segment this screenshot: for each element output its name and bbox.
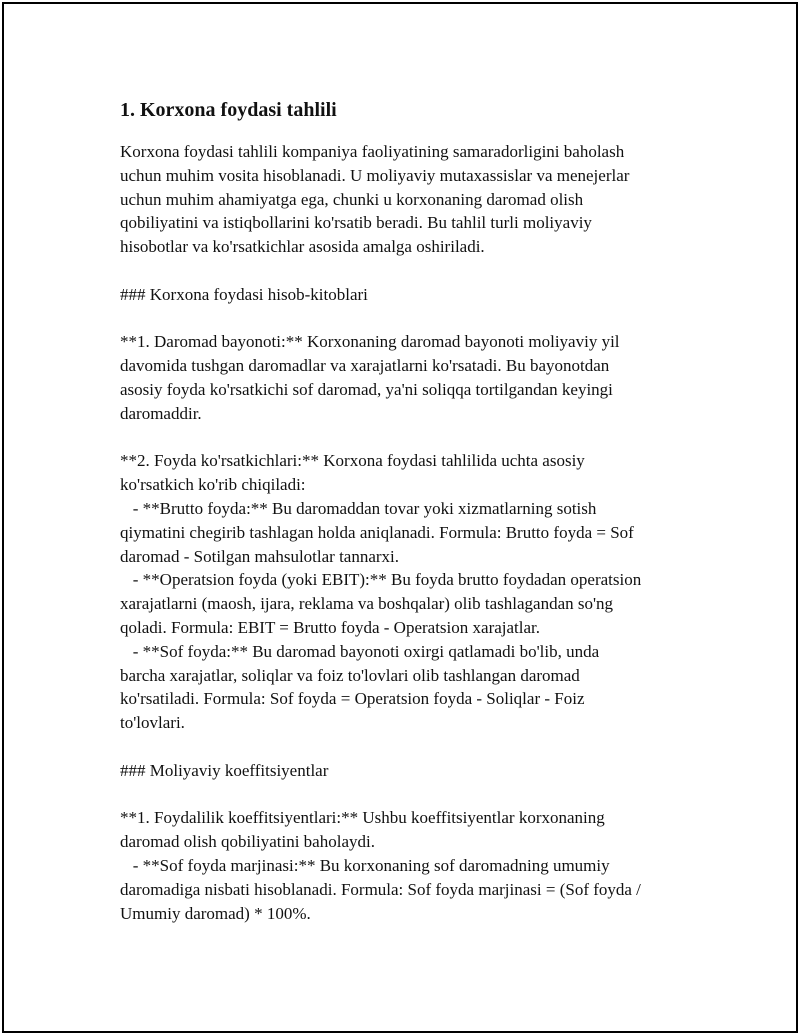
text-line: xarajatlarni (maosh, ijara, reklama va boshqalar) olib tashlagandan so'ng — [120, 594, 614, 614]
text-line: **1. Daromad bayonoti:** Korxonaning daromad bayonoti moliyaviy yil — [120, 332, 620, 352]
blank-line — [120, 307, 700, 331]
text-line: asosiy foyda ko'rsatkichi sof daromad, ya'ni soliqqa tortilgandan keyingi — [120, 379, 613, 399]
text-line: to'lovlari. — [120, 713, 185, 733]
text-line: daromad - Sotilgan mahsulotlar tannarxi. — [120, 546, 400, 566]
text-line: daromad olish qobiliyatini baholaydi. — [120, 832, 375, 852]
paragraph-text — [120, 140, 700, 925]
text-line: - **Sof foyda marjinasi:** Bu korxonaning sof daromadning umumiy — [120, 855, 610, 875]
text-line: - **Brutto foyda:** Bu daromaddan tovar yoki xizmatlarning sotish — [120, 498, 597, 518]
text-line: uchun muhim ahamiyatga ega, chunki u korxonaning daromad olish — [120, 189, 584, 209]
text-line: **1. Foydalilik koeffitsiyentlari:** Ushbu koeffitsiyentlar korxonaning — [120, 808, 605, 828]
text-line: davomida tushgan daromadlar va xarajatlarni ko'rsatadi. Bu bayonotdan — [120, 356, 610, 376]
text-line: ko'rsatkich ko'rib chiqiladi: — [120, 475, 306, 495]
text-line: hisobotlar va ko'rsatkichlar asosida amalga oshiriladi. — [120, 237, 485, 257]
blank-line — [120, 426, 700, 450]
text-line: ### Moliyaviy koeffitsiyentlar — [120, 760, 329, 780]
text-line: daromadiga nisbati hisoblanadi. Formula: Sof foyda marjinasi = (Sof foyda / — [120, 879, 641, 899]
document-page — [2, 2, 798, 1033]
text-line: qiymatini chegirib tashlagan holda aniqlanadi. Formula: Brutto foyda = Sof — [120, 522, 634, 542]
text-line: uchun muhim vosita hisoblanadi. U moliyaviy mutaxassislar va menejerlar — [120, 165, 630, 185]
blank-line — [120, 735, 700, 759]
text-line: daromaddir. — [120, 403, 202, 423]
text-line: qoladi. Formula: EBIT = Brutto foyda - Operatsion xarajatlar. — [120, 617, 541, 637]
text-line: ### Korxona foydasi hisob-kitoblari — [120, 284, 368, 304]
blank-line — [120, 783, 700, 807]
text-line: - **Operatsion foyda (yoki EBIT):** Bu foyda brutto foydadan operatsion — [120, 570, 642, 590]
document-heading: 1. Korxona foydasi tahlili — [120, 99, 337, 121]
text-line: **2. Foyda ko'rsatkichlari:** Korxona foydasi tahlilida uchta asosiy — [120, 451, 585, 471]
blank-line — [120, 259, 700, 283]
text-line: Korxona foydasi tahlili kompaniya faoliyatining samaradorligini baholash — [120, 142, 625, 161]
text-line: qobiliyatini va istiqbollarini ko'rsatib beradi. Bu tahlil turli moliyaviy — [120, 213, 592, 233]
text-line: ko'rsatiladi. Formula: Sof foyda = Operatsion foyda - Soliqlar - Foiz — [120, 689, 585, 709]
document-body — [120, 96, 700, 925]
text-line: Umumiy daromad) * 100%. — [120, 903, 311, 923]
text-line: - **Sof foyda:** Bu daromad bayonoti oxirgi qatlamadi bo'lib, unda — [120, 641, 600, 661]
text-line: barcha xarajatlar, soliqlar va foiz to'lovlari olib tashlangan daromad — [120, 665, 580, 685]
